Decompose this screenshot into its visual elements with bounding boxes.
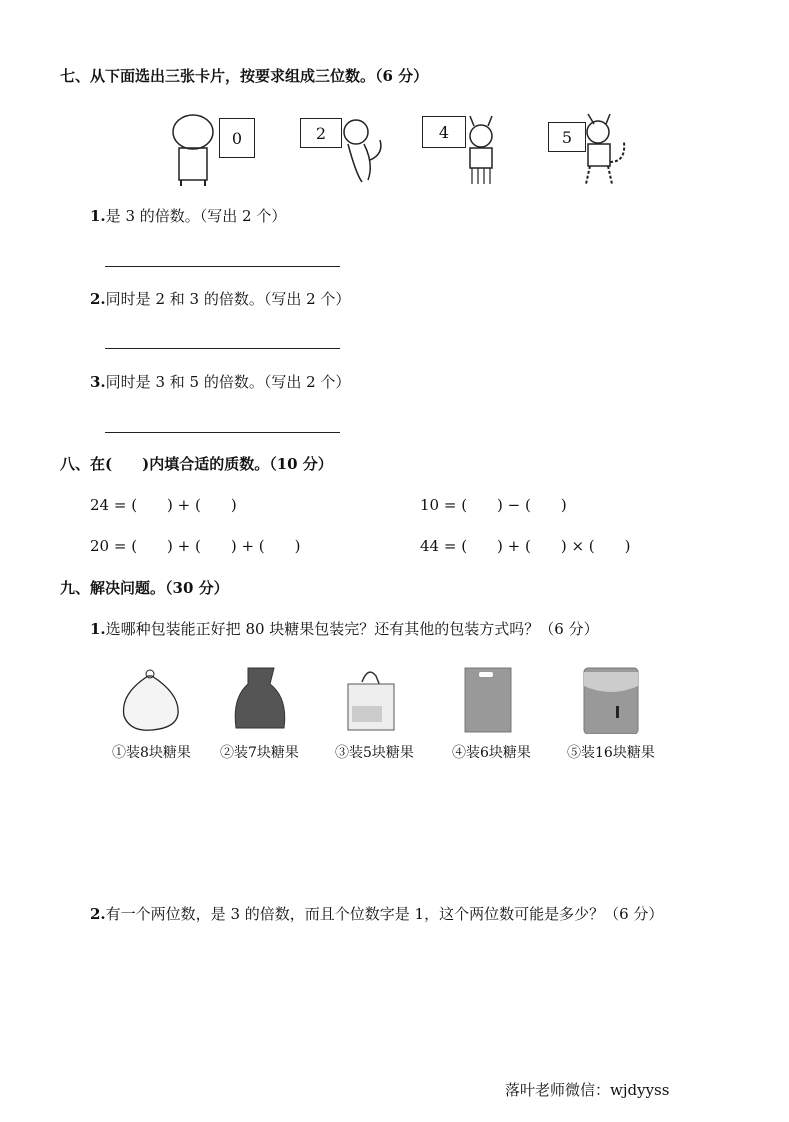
question-number: 1.	[90, 620, 106, 638]
backpack-icon	[578, 662, 648, 734]
plastic-bag-icon	[120, 662, 190, 734]
equation[interactable]: 20 = ( ) + ( ) + ( )	[90, 537, 301, 555]
section-9-title: 九、解决问题。（30 分）	[60, 579, 229, 597]
question-7-2	[90, 290, 350, 308]
answer-line[interactable]	[105, 432, 340, 433]
monkey-icon	[338, 110, 388, 188]
question-text: 是 3 的倍数。（写出 2 个）	[105, 207, 287, 225]
question-text: 有一个两位数，是 3 的倍数，而且个位数字是 1，这个两位数可能是多少？（6 分）	[105, 905, 664, 923]
section-8-title: 八、在( )内填合适的质数。（10 分）	[60, 455, 333, 473]
goat-card	[422, 110, 512, 188]
cat-icon	[580, 110, 630, 188]
package-label: ③装5块糖果	[335, 745, 414, 761]
question-number: 3.	[90, 373, 106, 391]
equation[interactable]: 24 = ( ) + ( )	[90, 496, 237, 514]
footer-contact: 落叶老师微信：wjdyyss	[505, 1081, 670, 1099]
monkey-card	[300, 110, 390, 188]
question-7-1	[90, 207, 286, 225]
number-card: 2	[300, 118, 342, 148]
question-number: 2.	[90, 290, 106, 308]
package-label: ②装7块糖果	[220, 745, 299, 761]
gift-bag-icon	[342, 662, 412, 734]
cat-card	[548, 110, 638, 188]
question-text: 同时是 2 和 3 的倍数。（写出 2 个）	[105, 290, 351, 308]
equation[interactable]: 10 = ( ) − ( )	[420, 496, 567, 514]
goat-icon	[460, 110, 506, 188]
question-text: 同时是 3 和 5 的倍数。（写出 2 个）	[105, 373, 351, 391]
number-card: 0	[219, 118, 255, 158]
number-card: 4	[422, 116, 466, 148]
number-card: 5	[548, 122, 586, 152]
question-number: 2.	[90, 905, 106, 923]
question-9-1	[90, 620, 599, 638]
drawstring-pouch-icon	[228, 662, 298, 734]
package-label: ⑤装16块糖果	[567, 745, 655, 761]
section-7-title: 七、从下面选出三张卡片，按要求组成三位数。（6 分）	[60, 67, 429, 85]
package-label: ①装8块糖果	[112, 745, 191, 761]
question-text: 选哪种包装能正好把 80 块糖果包装完？还有其他的包装方式吗？（6 分）	[105, 620, 599, 638]
elephant-card	[165, 110, 255, 188]
question-7-3	[90, 373, 350, 391]
package-label: ④装6块糖果	[452, 745, 531, 761]
box-bag-icon	[455, 662, 525, 734]
elephant-icon	[165, 110, 225, 188]
answer-line[interactable]	[105, 266, 340, 267]
question-number: 1.	[90, 207, 106, 225]
answer-line[interactable]	[105, 348, 340, 349]
equation[interactable]: 44 = ( ) + ( ) × ( )	[420, 537, 631, 555]
question-9-2	[90, 905, 663, 923]
